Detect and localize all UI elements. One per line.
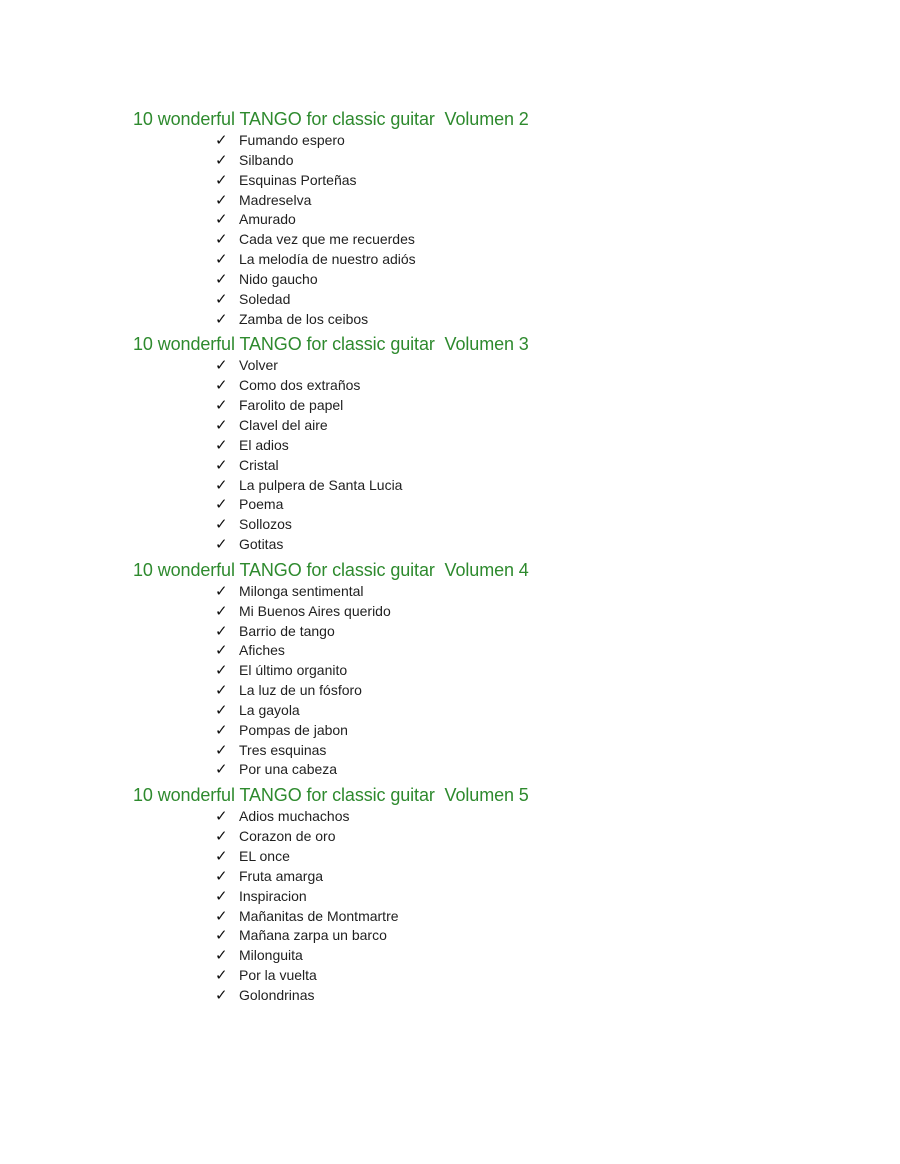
song-title: Nido gaucho <box>239 270 318 287</box>
check-icon: ✓ <box>215 621 228 640</box>
list-item <box>215 602 529 622</box>
song-title: Zamba de los ceibos <box>239 310 369 327</box>
check-icon: ✓ <box>215 210 228 229</box>
check-icon: ✓ <box>215 946 228 965</box>
list-item <box>215 741 529 761</box>
list-item <box>215 907 529 927</box>
list-item <box>215 681 529 701</box>
song-title: La melodía de nuestro adiós <box>239 251 416 268</box>
check-icon: ✓ <box>215 495 228 514</box>
song-title: Mi Buenos Aires querido <box>239 602 391 619</box>
song-title: Farolito de papel <box>239 397 344 414</box>
song-title: Mañanitas de Montmartre <box>239 907 399 924</box>
check-icon: ✓ <box>215 150 228 169</box>
list-item <box>215 515 529 535</box>
check-icon: ✓ <box>215 289 228 308</box>
song-title: Por una cabeza <box>239 761 338 778</box>
check-icon: ✓ <box>215 250 228 269</box>
song-title: Silbando <box>239 151 294 168</box>
list-item <box>215 721 529 741</box>
check-icon: ✓ <box>215 847 228 865</box>
song-title: Fruta amarga <box>239 867 324 884</box>
song-title: Cada vez que me recuerdes <box>239 231 415 248</box>
list-item <box>215 535 529 555</box>
list-item <box>215 250 529 270</box>
check-icon: ✓ <box>215 475 228 494</box>
list-item <box>215 926 529 946</box>
song-title: Poema <box>239 496 284 513</box>
list-item <box>215 210 529 230</box>
check-icon: ✓ <box>215 681 228 700</box>
list-item <box>215 270 529 290</box>
list-item <box>215 847 529 867</box>
song-title: Barrio de tango <box>239 622 335 639</box>
check-icon: ✓ <box>215 906 228 925</box>
check-icon: ✓ <box>215 309 228 328</box>
check-icon: ✓ <box>215 926 228 945</box>
song-title: La gayola <box>239 701 300 718</box>
song-title: Afiches <box>239 642 285 659</box>
volume-section <box>133 107 529 329</box>
check-icon: ✓ <box>215 269 228 288</box>
song-title: Milonga sentimental <box>239 582 364 599</box>
check-icon: ✓ <box>215 641 228 660</box>
song-title: Mañana zarpa un barco <box>239 927 387 944</box>
volume-title: 10 wonderful TANGO for classic guitar Volumen 2 <box>133 109 529 129</box>
song-title: La pulpera de Santa Lucia <box>239 476 403 493</box>
song-title: EL once <box>239 848 290 864</box>
song-title: Corazon de oro <box>239 828 336 845</box>
volume-section <box>133 558 529 780</box>
check-icon: ✓ <box>215 866 228 885</box>
check-icon: ✓ <box>215 740 228 759</box>
list-item <box>215 191 529 211</box>
song-title: Adios muchachos <box>239 808 350 825</box>
check-icon: ✓ <box>215 720 228 739</box>
list-item <box>215 131 529 151</box>
list-item <box>215 701 529 721</box>
list-item <box>215 622 529 642</box>
check-icon: ✓ <box>215 535 228 554</box>
check-icon: ✓ <box>215 435 228 454</box>
song-title: Fumando espero <box>239 132 345 148</box>
song-title: Sollozos <box>239 516 292 533</box>
song-list <box>133 582 529 780</box>
list-item <box>215 760 529 780</box>
song-title: Inspiracion <box>239 887 307 904</box>
check-icon: ✓ <box>215 415 228 434</box>
check-icon: ✓ <box>215 985 228 1004</box>
song-title: Milonguita <box>239 947 303 964</box>
song-title: Como dos extraños <box>239 377 361 394</box>
list-item <box>215 887 529 907</box>
list-item <box>215 151 529 171</box>
song-title: Cristal <box>239 456 279 473</box>
check-icon: ✓ <box>215 131 228 149</box>
check-icon: ✓ <box>215 356 228 375</box>
list-item <box>215 946 529 966</box>
check-icon: ✓ <box>215 700 228 719</box>
volume-section <box>133 332 529 554</box>
list-item <box>215 476 529 496</box>
song-title: La luz de un fósforo <box>239 682 362 699</box>
song-title: Golondrinas <box>239 986 315 1003</box>
volume-title: 10 wonderful TANGO for classic guitar Volumen 3 <box>133 334 529 355</box>
song-title: Soledad <box>239 290 291 307</box>
check-icon: ✓ <box>215 966 228 985</box>
check-icon: ✓ <box>215 581 228 600</box>
list-item <box>215 290 529 310</box>
song-list <box>133 807 529 1005</box>
check-icon: ✓ <box>215 515 228 534</box>
check-icon: ✓ <box>215 760 228 779</box>
list-item <box>215 456 529 476</box>
list-item <box>215 230 529 250</box>
check-icon: ✓ <box>215 190 228 209</box>
check-icon: ✓ <box>215 807 228 826</box>
song-title: Por la vuelta <box>239 967 317 984</box>
list-item <box>215 416 529 436</box>
check-icon: ✓ <box>215 827 228 846</box>
list-item <box>215 171 529 191</box>
song-title: Pompas de jabon <box>239 721 348 738</box>
song-title: Madreselva <box>239 191 312 208</box>
list-item <box>215 356 529 376</box>
check-icon: ✓ <box>215 396 228 415</box>
list-item <box>215 966 529 986</box>
song-title: Clavel del aire <box>239 416 328 433</box>
check-icon: ✓ <box>215 230 228 249</box>
song-title: El último organito <box>239 662 348 679</box>
volume-section <box>133 783 529 1005</box>
song-title: El adios <box>239 436 289 453</box>
volume-list <box>133 107 529 1009</box>
list-item <box>215 376 529 396</box>
check-icon: ✓ <box>215 376 228 395</box>
song-title: Gotitas <box>239 536 284 553</box>
song-list <box>133 356 529 554</box>
volume-title: 10 wonderful TANGO for classic guitar Volumen 4 <box>133 559 529 580</box>
song-title: Esquinas Porteñas <box>239 171 357 188</box>
list-item <box>215 807 529 827</box>
list-item <box>215 310 529 330</box>
song-title: Amurado <box>239 211 296 228</box>
list-item <box>215 436 529 456</box>
volume-title: 10 wonderful TANGO for classic guitar Volumen 5 <box>133 785 529 806</box>
song-title: Tres esquinas <box>239 741 327 758</box>
check-icon: ✓ <box>215 170 228 189</box>
list-item <box>215 827 529 847</box>
check-icon: ✓ <box>215 601 228 620</box>
list-item <box>215 641 529 661</box>
check-icon: ✓ <box>215 661 228 680</box>
check-icon: ✓ <box>215 886 228 905</box>
list-item <box>215 582 529 602</box>
list-item <box>215 867 529 887</box>
list-item <box>215 495 529 515</box>
check-icon: ✓ <box>215 455 228 474</box>
song-list <box>133 131 529 329</box>
song-title: Volver <box>239 357 278 374</box>
list-item <box>215 396 529 416</box>
list-item <box>215 661 529 681</box>
list-item <box>215 986 529 1006</box>
